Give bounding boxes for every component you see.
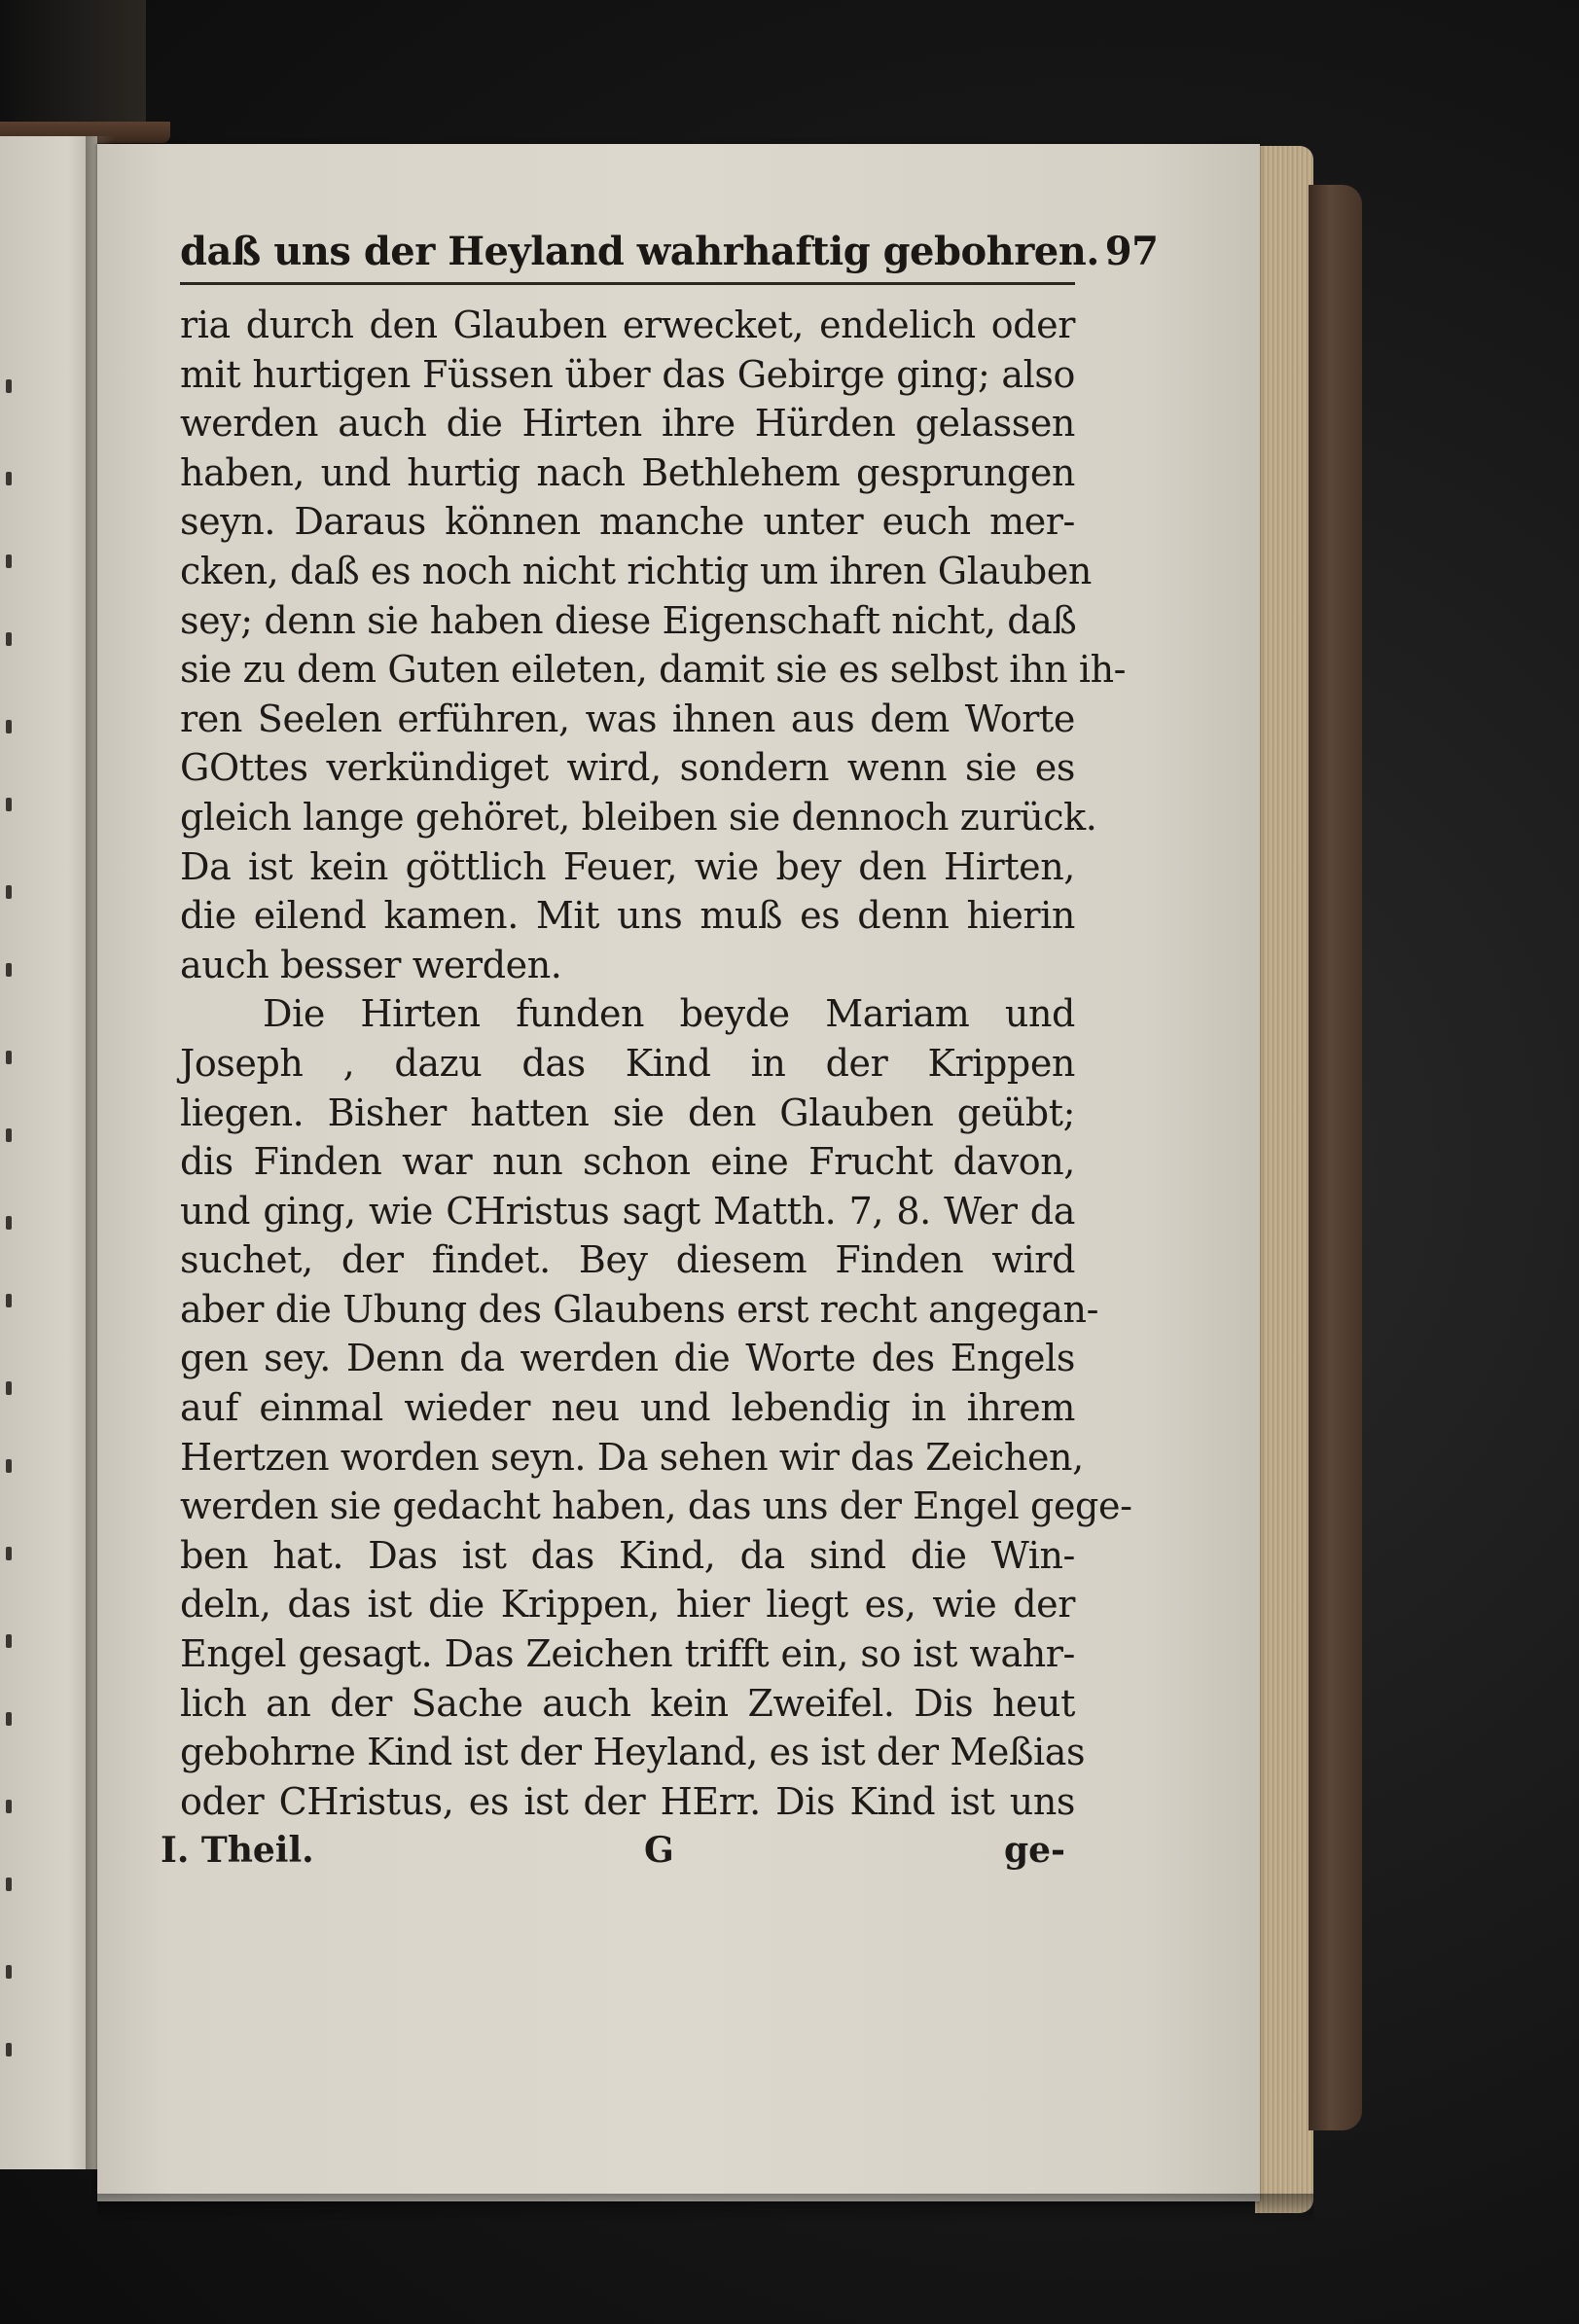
text-line: sie zu dem Guten eileten, damit sie es selbst ihn ih- <box>180 648 1127 692</box>
text-line: mit hurtigen Füssen über das Gebirge ging; also <box>180 352 1075 396</box>
left-page-text-fragments <box>6 379 25 2082</box>
text-line: werden auch die Hirten ihre Hürden gelassen <box>180 402 1075 446</box>
text-line: oder CHristus, es ist der HErr. Dis Kind ist uns <box>180 1779 1075 1823</box>
text-line: und ging, wie CHristus sagt Matth. 7, 8. Wer da <box>180 1189 1075 1233</box>
text-line: haben, und hurtig nach Bethlehem gesprungen <box>180 450 1075 494</box>
book-back-cover <box>1309 185 1362 2130</box>
text-line: dis Finden war nun schon eine Frucht davon, <box>180 1140 1075 1184</box>
text-line: aber die Ubung des Glaubens erst recht angegan- <box>180 1287 1099 1331</box>
text-line: Da ist kein göttlich Feuer, wie bey den Hirten, <box>180 844 1075 888</box>
book-fore-edge <box>1255 146 1313 2213</box>
signature-line: I. Theil. <box>161 1830 314 1872</box>
text-line: Hertzen worden seyn. Da sehen wir das Zeichen, <box>180 1435 1084 1479</box>
left-page-edge <box>0 136 97 2169</box>
text-line: liegen. Bisher hatten sie den Glauben geübt; <box>180 1090 1075 1134</box>
page-text-block <box>161 229 1159 1872</box>
book-cover-corner <box>0 0 146 136</box>
text-line: gleich lange gehöret, bleiben sie dennoch zurück. <box>180 795 1097 839</box>
text-line: ren Seelen erführen, was ihnen aus dem Worte <box>180 697 1075 740</box>
page-header <box>180 229 1159 285</box>
paragraph-2 <box>180 989 1132 1826</box>
text-line: gebohrne Kind ist der Heyland, es ist der Meßias <box>180 1731 1086 1774</box>
page-footer <box>161 1830 1075 1872</box>
text-line: die eilend kamen. Mit uns muß es denn hierin <box>180 894 1075 938</box>
text-line: lich an der Sache auch kein Zweifel. Dis heut <box>180 1681 1075 1725</box>
text-line: Engel gesagt. Das Zeichen trifft ein, so ist wahr- <box>180 1632 1075 1676</box>
text-line: Die Hirten funden beyde Mariam und <box>263 992 1075 1036</box>
catchword: ge- <box>1003 1830 1065 1872</box>
text-line: cken, daß es noch nicht richtig um ihren Glauben <box>180 549 1092 592</box>
text-line: werden sie gedacht haben, das uns der Engel gege- <box>180 1484 1132 1528</box>
text-line: sey; denn sie haben diese Eigenschaft nicht, daß <box>180 598 1077 642</box>
text-line: ria durch den Glauben erwecket, endelich oder <box>180 304 1075 346</box>
text-line: Joseph , dazu das Kind in der Krippen <box>180 1041 1075 1085</box>
running-title: daß uns der Heyland wahrhaftig gebohren. <box>180 229 1099 274</box>
page-number: 97 <box>1104 229 1159 274</box>
text-line: suchet, der findet. Bey diesem Finden wird <box>180 1238 1075 1282</box>
page-bottom-shadow <box>97 2194 1313 2223</box>
text-line: gen sey. Denn da werden die Worte des Engels <box>180 1337 1075 1380</box>
text-line: auf einmal wieder neu und lebendig in ihrem <box>180 1386 1075 1430</box>
gathering-mark: G <box>643 1830 674 1872</box>
text-line: deln, das ist die Krippen, hier liegt es, wie der <box>180 1583 1075 1627</box>
paragraph-1 <box>180 301 1127 989</box>
text-line: ben hat. Das ist das Kind, da sind die Win- <box>180 1533 1075 1577</box>
text-line: seyn. Daraus können manche unter euch mer- <box>180 500 1075 544</box>
text-line: GOttes verkündiget wird, sondern wenn sie es <box>180 746 1075 790</box>
text-line: auch besser werden. <box>180 943 562 986</box>
